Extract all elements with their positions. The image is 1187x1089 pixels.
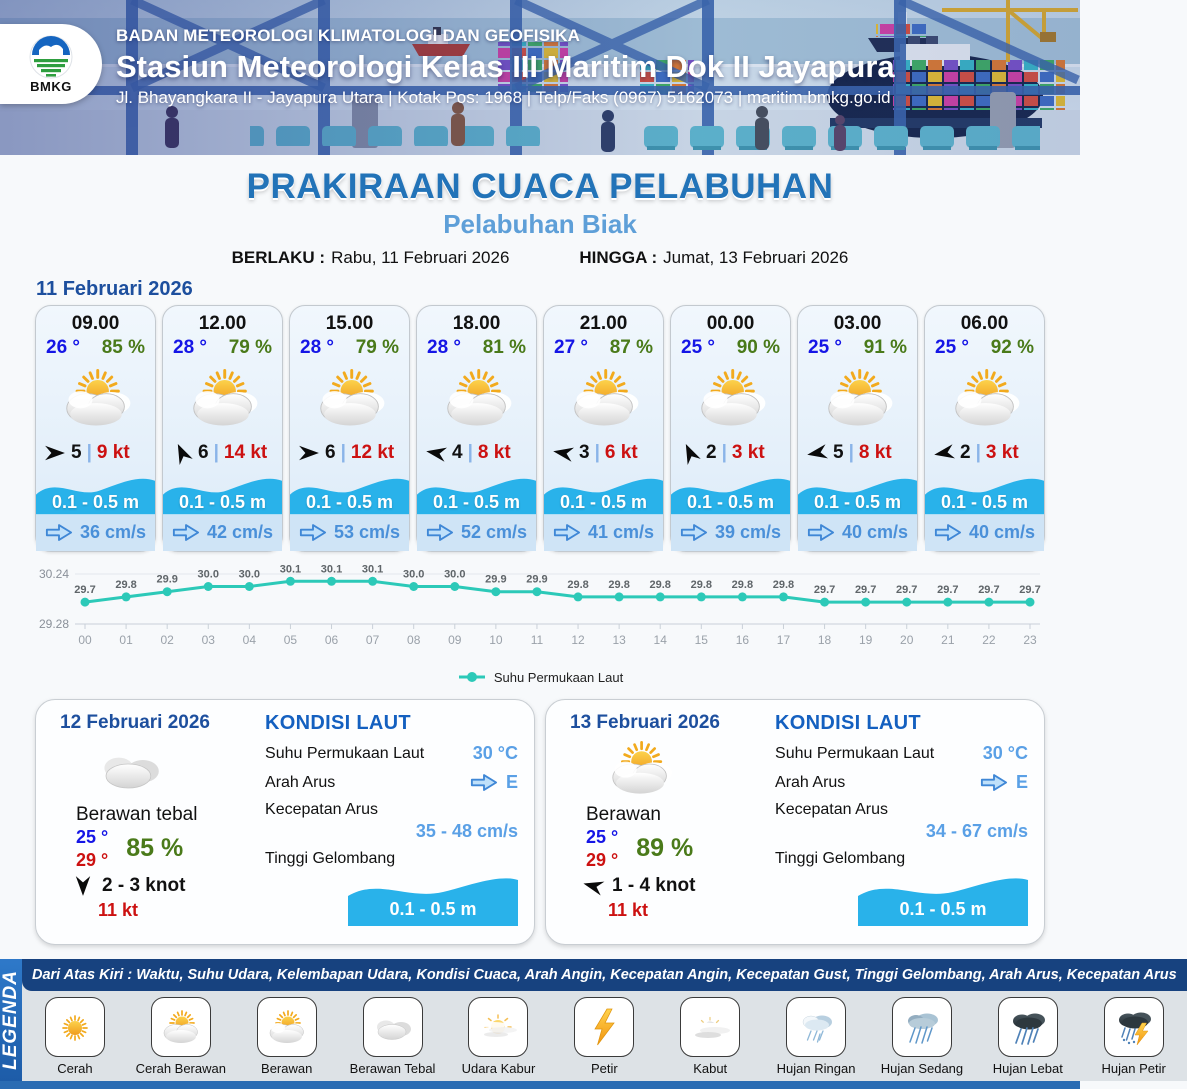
day-wind-range: 1 - 4 knot xyxy=(612,875,696,896)
svg-text:29.9: 29.9 xyxy=(156,573,178,586)
sst-label: Suhu Permukaan Laut xyxy=(775,744,935,762)
wind-speed: 6 xyxy=(325,441,336,463)
wind-speed: 5 xyxy=(833,441,844,463)
air-temperature: 25 ° xyxy=(681,337,716,358)
current-row xyxy=(925,515,1044,551)
legend-item-icon xyxy=(468,997,528,1057)
wind-gust: 14 kt xyxy=(223,441,268,463)
legend-item-label: Udara Kabur xyxy=(461,1061,536,1076)
legend-item-icon xyxy=(892,997,952,1057)
legend-item xyxy=(663,997,757,1076)
day-date: 12 Februari 2026 xyxy=(60,712,210,733)
forecast-time: 00.00 xyxy=(706,313,755,334)
current-direction-label: Arah Arus xyxy=(265,773,336,791)
wind-speed: 2 xyxy=(960,441,971,463)
day-wind-gust: 11 kt xyxy=(608,900,649,920)
wind-direction-icon xyxy=(169,439,195,467)
current-speed-value: 35 - 48 cm/s xyxy=(415,821,518,841)
legend-item-label: Hujan Ringan xyxy=(776,1061,856,1076)
svg-text:30.24: 30.24 xyxy=(38,567,69,581)
day-humidity: 85 % xyxy=(126,834,184,862)
svg-text:19: 19 xyxy=(858,633,873,647)
legend-items-row xyxy=(22,991,1187,1081)
header-banner xyxy=(0,0,1080,155)
wind-gust: 3 kt xyxy=(985,441,1019,463)
svg-text:10: 10 xyxy=(489,633,503,647)
sst-chart xyxy=(35,558,1045,687)
wave-height: 0.1 - 0.5 m xyxy=(51,491,140,512)
svg-text:29.7: 29.7 xyxy=(1019,584,1041,597)
weather-condition-icon xyxy=(36,359,155,438)
day-temp-min: 25 ° xyxy=(586,827,619,847)
svg-text:05: 05 xyxy=(283,633,298,647)
legend-item-label: Kabut xyxy=(693,1061,728,1076)
day-temp-max: 29 ° xyxy=(586,849,619,870)
wind-speed: 6 xyxy=(198,441,209,463)
svg-text:04: 04 xyxy=(242,633,257,647)
sea-conditions-panel xyxy=(767,712,1028,932)
legend-item-label: Cerah Berawan xyxy=(135,1061,226,1076)
weather-condition-icon xyxy=(671,359,790,438)
svg-text:29.7: 29.7 xyxy=(74,584,96,597)
current-speed-label: Kecepatan Arus xyxy=(265,801,378,818)
wind-separator: | xyxy=(213,441,219,463)
forecast-card xyxy=(416,305,537,552)
wind-separator: | xyxy=(975,441,981,463)
legend-item xyxy=(240,997,334,1076)
weather-condition-icon xyxy=(544,359,663,438)
svg-text:29.8: 29.8 xyxy=(731,578,754,591)
svg-text:29.7: 29.7 xyxy=(813,584,836,597)
svg-text:13: 13 xyxy=(612,633,626,647)
day-condition: Berawan tebal xyxy=(76,804,198,825)
humidity-value: 79 % xyxy=(228,337,272,358)
air-temperature: 25 ° xyxy=(808,337,843,358)
wave-band xyxy=(290,467,409,514)
station-name: Stasiun Meteorologi Kelas III Maritim Dok II Jayapura xyxy=(116,48,895,84)
legend-item-icon xyxy=(574,997,634,1057)
station-address: Jl. Bhayangkara II - Jayapura Utara | Kotak Pos: 1968 | Telp/Faks (0967) 5162073 | maritim.bmkg.go.id xyxy=(116,88,891,108)
svg-text:29.7: 29.7 xyxy=(937,584,959,597)
svg-text:11: 11 xyxy=(530,633,544,647)
humidity-value: 92 % xyxy=(990,337,1034,358)
legend-item-label: Hujan Lebat xyxy=(992,1061,1063,1076)
svg-text:01: 01 xyxy=(119,633,133,647)
berlaku-value: Rabu, 11 Februari 2026 xyxy=(331,248,510,267)
wind-speed: 2 xyxy=(706,441,717,463)
current-speed: 42 cm/s xyxy=(206,522,274,543)
legend-item-label: Petir xyxy=(590,1061,618,1076)
wind-row xyxy=(417,438,536,468)
chart-legend xyxy=(35,667,1045,687)
current-direction-icon xyxy=(45,523,73,542)
legend-item-icon xyxy=(680,997,740,1057)
svg-text:29.9: 29.9 xyxy=(485,573,507,586)
wind-separator: | xyxy=(467,441,473,463)
legend-item-label: Cerah xyxy=(57,1061,93,1076)
wave-height: 0.1 - 0.5 m xyxy=(686,491,775,512)
legend-title: LEGENDA xyxy=(0,970,21,1070)
wave-height: 0.1 - 0.5 m xyxy=(559,491,648,512)
svg-text:29.9: 29.9 xyxy=(526,573,548,586)
svg-text:16: 16 xyxy=(735,633,750,647)
wind-direction-icon xyxy=(677,439,703,467)
wind-row xyxy=(798,438,917,468)
day-wind-direction-icon xyxy=(580,874,606,897)
svg-text:30.0: 30.0 xyxy=(197,568,219,581)
wind-separator: | xyxy=(848,441,854,463)
wave-height: 0.1 - 0.5 m xyxy=(305,491,394,512)
legend-item xyxy=(769,997,863,1076)
chart-legend-marker-icon xyxy=(457,671,487,683)
svg-text:29.8: 29.8 xyxy=(649,578,671,591)
wind-direction-icon xyxy=(298,444,320,462)
humidity-value: 85 % xyxy=(101,337,145,358)
wind-separator: | xyxy=(594,441,600,463)
svg-text:02: 02 xyxy=(160,633,174,647)
wind-gust: 8 kt xyxy=(477,441,511,463)
current-direction-icon xyxy=(680,523,708,542)
wave-band xyxy=(163,467,282,514)
current-speed: 39 cm/s xyxy=(714,522,782,543)
legend-item xyxy=(346,997,440,1076)
svg-text:29.7: 29.7 xyxy=(978,584,1000,597)
svg-text:29.7: 29.7 xyxy=(896,584,918,597)
svg-text:20: 20 xyxy=(900,633,914,647)
forecast-card xyxy=(797,305,918,552)
svg-text:29.8: 29.8 xyxy=(608,578,630,591)
sst-value: 30 °C xyxy=(982,743,1028,763)
weather-condition-icon xyxy=(163,359,282,438)
wind-row xyxy=(544,438,663,468)
humidity-value: 91 % xyxy=(863,337,907,358)
wind-separator: | xyxy=(340,441,346,463)
legend-note: Dari Atas Kiri : Waktu, Suhu Udara, Kelembapan Udara, Kondisi Cuaca, Arah Angin, Kecepatan Angin, Kecepatan Gust, Tinggi Gelombang, Arah Arus, Kecepatan Arus xyxy=(22,959,1187,991)
wave-height: 0.1 - 0.5 m xyxy=(813,491,902,512)
wind-row xyxy=(36,438,155,468)
bmkg-logo xyxy=(0,24,102,104)
forecast-card xyxy=(162,305,283,552)
svg-text:07: 07 xyxy=(365,633,380,647)
wind-row xyxy=(925,438,1044,468)
current-row xyxy=(36,515,155,551)
day-wind-range: 2 - 3 knot xyxy=(102,875,186,896)
air-temperature: 28 ° xyxy=(173,337,208,358)
legend-item-icon xyxy=(1104,997,1164,1057)
hingga-label: HINGGA : xyxy=(579,248,658,267)
org-name: BADAN METEOROLOGI KLIMATOLOGI DAN GEOFISIKA xyxy=(116,26,581,45)
wind-direction-icon xyxy=(805,442,830,464)
svg-text:30.0: 30.0 xyxy=(444,568,466,581)
current-row xyxy=(417,515,536,551)
weather-condition-icon xyxy=(798,359,917,438)
validity-period xyxy=(0,248,1080,268)
svg-text:14: 14 xyxy=(653,633,667,647)
svg-text:30.1: 30.1 xyxy=(320,563,343,576)
sea-conditions-panel xyxy=(257,712,518,932)
wave-band xyxy=(925,467,1044,514)
wave-height: 0.1 - 0.5 m xyxy=(432,491,521,512)
wave-height-value: 0.1 - 0.5 m xyxy=(389,899,477,919)
humidity-value: 87 % xyxy=(609,337,653,358)
sea-conditions-heading: KONDISI LAUT xyxy=(775,712,921,734)
legend-item xyxy=(1087,997,1181,1076)
svg-text:29.8: 29.8 xyxy=(567,578,589,591)
legend-title-bar xyxy=(0,959,22,1081)
day-weather-icon xyxy=(592,736,767,800)
air-temperature: 28 ° xyxy=(300,337,335,358)
wind-gust: 6 kt xyxy=(604,441,638,463)
day-wind-direction-icon xyxy=(74,875,92,897)
current-speed: 40 cm/s xyxy=(841,522,909,543)
sea-conditions-heading: KONDISI LAUT xyxy=(265,712,411,734)
forecast-card xyxy=(543,305,664,552)
wave-band xyxy=(798,467,917,514)
svg-text:00: 00 xyxy=(78,633,92,647)
wave-height-label: Tinggi Gelombang xyxy=(265,850,396,867)
day-temp-min: 25 ° xyxy=(76,827,109,847)
current-direction-icon xyxy=(172,523,200,542)
svg-text:03: 03 xyxy=(201,633,215,647)
legend-item-label: Hujan Sedang xyxy=(880,1061,964,1076)
wave-height-value: 0.1 - 0.5 m xyxy=(899,899,987,919)
humidity-value: 90 % xyxy=(736,337,780,358)
forecast-card xyxy=(289,305,410,552)
weather-condition-icon xyxy=(925,359,1044,438)
sst-label: Suhu Permukaan Laut xyxy=(265,744,425,762)
port-name: Pelabuhan Biak xyxy=(443,209,637,239)
forecast-time: 18.00 xyxy=(452,313,501,334)
current-speed: 52 cm/s xyxy=(460,522,528,543)
legend-item-label: Berawan xyxy=(261,1061,313,1076)
wind-row xyxy=(163,438,282,468)
legend-item-icon xyxy=(998,997,1058,1057)
wave-band xyxy=(36,467,155,514)
svg-text:29.28: 29.28 xyxy=(38,617,69,631)
forecast-time: 09.00 xyxy=(71,313,120,334)
forecast-card xyxy=(670,305,791,552)
air-temperature: 26 ° xyxy=(46,337,81,358)
svg-text:30.1: 30.1 xyxy=(279,563,302,576)
current-speed-value: 34 - 67 cm/s xyxy=(925,821,1028,841)
wave-height: 0.1 - 0.5 m xyxy=(940,491,1029,512)
forecast-time: 06.00 xyxy=(960,313,1009,334)
forecast-time: 15.00 xyxy=(325,313,374,334)
forecast-card xyxy=(924,305,1045,552)
current-direction-icon xyxy=(299,523,327,542)
svg-text:12: 12 xyxy=(571,633,585,647)
current-row xyxy=(798,515,917,551)
forecast-time: 21.00 xyxy=(579,313,628,334)
day-humidity: 89 % xyxy=(636,834,694,862)
bmkg-logo-text: BMKG xyxy=(30,78,72,94)
svg-text:17: 17 xyxy=(776,633,791,647)
sst-value: 30 °C xyxy=(472,743,518,763)
legend-item xyxy=(28,997,122,1076)
wave-band xyxy=(544,467,663,514)
chart-legend-label: Suhu Permukaan Laut xyxy=(493,669,624,685)
svg-text:06: 06 xyxy=(324,633,339,647)
legend-section xyxy=(0,959,1177,1081)
svg-text:29.7: 29.7 xyxy=(854,584,877,597)
air-temperature: 28 ° xyxy=(427,337,462,358)
wave-height-box xyxy=(858,870,1028,926)
current-direction-icon xyxy=(934,523,962,542)
forecast-date: 11 Februari 2026 xyxy=(36,278,193,300)
current-direction-icon xyxy=(470,773,498,792)
forecast-time: 03.00 xyxy=(833,313,882,334)
legend-item xyxy=(451,997,545,1076)
current-speed: 53 cm/s xyxy=(333,522,401,543)
svg-text:08: 08 xyxy=(407,633,421,647)
wave-band xyxy=(671,467,790,514)
day-wind-gust: 11 kt xyxy=(98,900,139,920)
day-condition: Berawan xyxy=(586,804,661,825)
wind-speed: 4 xyxy=(452,441,463,463)
day-card xyxy=(545,699,1045,945)
wave-height-label: Tinggi Gelombang xyxy=(775,850,906,867)
hingga-value: Jumat, 13 Februari 2026 xyxy=(663,248,849,267)
sst-chart-plot xyxy=(35,558,1045,662)
current-direction-value: E xyxy=(505,772,518,792)
footer-bar xyxy=(0,1081,1080,1089)
legend-item-icon xyxy=(363,997,423,1057)
bmkg-logo-icon xyxy=(29,35,73,79)
day-date: 13 Februari 2026 xyxy=(570,712,720,733)
legend-item-icon xyxy=(257,997,317,1057)
wind-gust: 9 kt xyxy=(96,441,130,463)
current-speed: 36 cm/s xyxy=(79,522,147,543)
svg-text:23: 23 xyxy=(1023,633,1037,647)
wave-band xyxy=(417,467,536,514)
wind-speed: 3 xyxy=(579,441,590,463)
legend-item-icon xyxy=(45,997,105,1057)
legend-item-icon xyxy=(151,997,211,1057)
svg-text:21: 21 xyxy=(941,633,955,647)
current-row xyxy=(544,515,663,551)
air-temperature: 25 ° xyxy=(935,337,970,358)
weather-condition-icon xyxy=(290,359,409,438)
current-row xyxy=(163,515,282,551)
forecast-card xyxy=(35,305,156,552)
forecast-cards-row xyxy=(35,305,1045,552)
current-direction-value: E xyxy=(1015,772,1028,792)
wind-direction-icon xyxy=(551,442,576,464)
current-speed: 41 cm/s xyxy=(587,522,655,543)
wind-gust: 3 kt xyxy=(731,441,765,463)
legend-item xyxy=(875,997,969,1076)
legend-item xyxy=(557,997,651,1076)
wave-height: 0.1 - 0.5 m xyxy=(178,491,267,512)
wave-height-box xyxy=(348,870,518,926)
svg-text:30.0: 30.0 xyxy=(238,568,261,581)
current-direction-icon xyxy=(426,523,454,542)
svg-text:29.8: 29.8 xyxy=(772,578,795,591)
svg-text:29.8: 29.8 xyxy=(690,578,713,591)
current-direction-icon xyxy=(553,523,581,542)
current-speed: 40 cm/s xyxy=(968,522,1036,543)
legend-item-label: Berawan Tebal xyxy=(349,1061,436,1076)
berlaku-label: BERLAKU : xyxy=(231,248,326,267)
wind-row xyxy=(290,438,409,468)
day-weather-icon xyxy=(82,736,257,800)
wind-direction-icon xyxy=(424,442,449,464)
current-direction-icon xyxy=(980,773,1008,792)
svg-text:22: 22 xyxy=(982,633,996,647)
day-temp-max: 29 ° xyxy=(76,849,109,870)
legend-item xyxy=(134,997,228,1076)
current-direction-icon xyxy=(807,523,835,542)
legend-item-icon xyxy=(786,997,846,1057)
current-row xyxy=(671,515,790,551)
forecast-time: 12.00 xyxy=(198,313,247,334)
current-direction-label: Arah Arus xyxy=(775,773,846,791)
air-temperature: 27 ° xyxy=(554,337,589,358)
humidity-value: 81 % xyxy=(482,337,526,358)
page-title: PRAKIRAAN CUACA PELABUHAN xyxy=(246,167,834,206)
legend-item xyxy=(981,997,1075,1076)
wind-speed: 5 xyxy=(71,441,82,463)
wind-gust: 8 kt xyxy=(858,441,892,463)
svg-text:29.8: 29.8 xyxy=(115,578,137,591)
weather-condition-icon xyxy=(417,359,536,438)
wind-separator: | xyxy=(721,441,727,463)
svg-text:30.0: 30.0 xyxy=(402,568,425,581)
wind-direction-icon xyxy=(44,444,66,462)
wind-row xyxy=(671,438,790,468)
daily-summary-row xyxy=(35,699,1045,945)
wind-separator: | xyxy=(86,441,92,463)
svg-text:30.1: 30.1 xyxy=(361,563,384,576)
current-row xyxy=(290,515,409,551)
svg-text:18: 18 xyxy=(817,633,832,647)
wind-direction-icon xyxy=(932,442,957,464)
wind-gust: 12 kt xyxy=(350,441,395,463)
svg-text:15: 15 xyxy=(694,633,708,647)
humidity-value: 79 % xyxy=(355,337,399,358)
current-speed-label: Kecepatan Arus xyxy=(775,801,888,818)
legend-item-label: Hujan Petir xyxy=(1101,1061,1166,1076)
svg-text:09: 09 xyxy=(448,633,462,647)
day-card xyxy=(35,699,535,945)
